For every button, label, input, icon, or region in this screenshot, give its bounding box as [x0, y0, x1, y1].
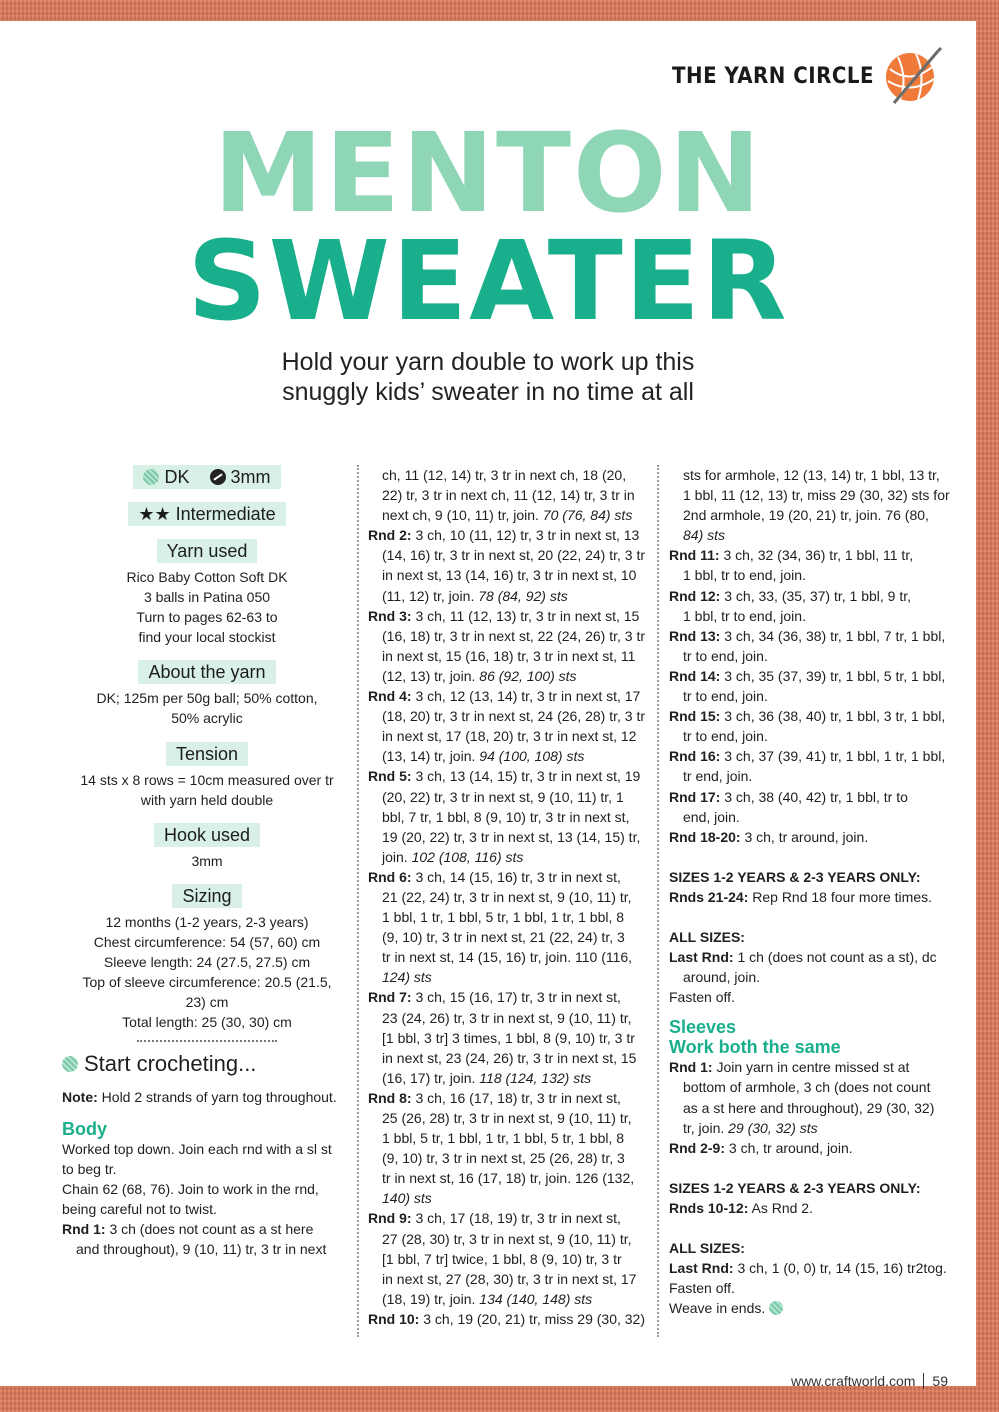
- stitch-count: 94 (100, 108) sts: [479, 748, 585, 765]
- yarn-ball-end-icon: [769, 1301, 783, 1315]
- round-instruction: Last Rnd: 3 ch, 1 (0, 0) tr, 14 (15, 16) tr2tog.: [669, 1260, 947, 1277]
- round-continuation: [1 bbl, 7 tr] twice, 1 bbl, 8 (9, 10) tr, 3 tr: [382, 1250, 622, 1267]
- round-continuation: (13, 14) tr, join. 94 (100, 108) sts: [382, 748, 585, 765]
- yarn-used-section: [62, 539, 352, 647]
- info-line: DK; 125m per 50g ball; 50% cotton,: [96, 690, 318, 707]
- round-continuation: 1 bbl, 11 (12, 13) tr, miss 29 (30, 32) sts for: [683, 487, 950, 504]
- stitch-count: 102 (108, 116) sts: [411, 848, 524, 865]
- round-continuation: ch, 11 (12, 14) tr, 3 tr in next ch, 18 (20,: [382, 467, 627, 483]
- round-instruction: Rnd 15: 3 ch, 36 (38, 40) tr, 1 bbl, 3 tr, 1 bbl,: [669, 708, 946, 725]
- pattern-column-3: [669, 465, 959, 1318]
- round-continuation: 19 (20, 22) tr, 3 tr in next st, 13 (14, 15) tr,: [382, 828, 641, 845]
- round-instruction: Rnd 12: 3 ch, 33, (35, 37) tr, 1 bbl, 9 tr,: [669, 587, 912, 604]
- section-heading: Sizing: [172, 884, 241, 908]
- body-heading: Body: [62, 1118, 107, 1139]
- round-continuation: 21 (22, 24) tr, 3 tr in next st, 9 (10, 11) tr,: [382, 888, 632, 905]
- round-continuation: 25 (26, 28) tr, 3 tr in next st, 9 (10, 11) tr,: [382, 1110, 632, 1126]
- size-heading: ALL SIZES:: [669, 1240, 745, 1256]
- round-instruction: Rnd 16: 3 ch, 37 (39, 41) tr, 1 bbl, 1 tr, 1 bbl,: [669, 748, 946, 765]
- round-continuation: around, join.: [683, 969, 761, 986]
- round-continuation: end, join.: [683, 808, 740, 825]
- round-continuation: join. 102 (108, 116) sts: [382, 848, 524, 865]
- brand-logo: [672, 45, 942, 107]
- dotted-divider: [137, 1040, 277, 1042]
- tension-section: [62, 742, 352, 810]
- stitch-count: 118 (124, 132) sts: [479, 1069, 592, 1086]
- round-continuation: in next st, 27 (28, 30) tr, 3 tr in next st, 17: [382, 1270, 637, 1287]
- round-continuation: in next st, 13 (14, 16) tr, 3 tr in next st, 10: [382, 567, 637, 584]
- round-continuation: 22) tr, 3 tr in next ch, 11 (12, 14) tr, 3 tr in: [382, 487, 635, 504]
- round-continuation: tr to end, join.: [683, 728, 768, 745]
- round-continuation: 1 bbl, 5 tr, 1 bbl, 1 tr, 1 bbl, 5 tr, 1 bbl, 8: [382, 1130, 625, 1147]
- size-heading: ALL SIZES:: [669, 928, 745, 945]
- column-divider: [657, 465, 659, 1337]
- stitch-count: 86 (92, 100) sts: [479, 667, 577, 684]
- info-line: 3 balls in Patina 050: [143, 589, 271, 606]
- weight-hook-tag: [62, 465, 352, 489]
- yarn-ball-with-hook-icon: [880, 45, 942, 107]
- info-line: Turn to pages 62-63 to: [136, 609, 278, 626]
- stitch-count: 140) sts: [382, 1190, 432, 1207]
- round-continuation: 23 (24, 26) tr, 3 tr in next st, 9 (10, 11) tr,: [382, 1009, 632, 1026]
- round-instruction: Rnd 1: Join yarn in centre missed st at: [669, 1059, 910, 1076]
- round-continuation: (9, 10) tr, 3 tr in next st, 21 (22, 24) tr, 3: [382, 929, 625, 946]
- body-line: being careful not to twist.: [62, 1200, 217, 1217]
- stitch-count: 124) sts: [382, 969, 432, 986]
- round-instruction: Rnd 2: 3 ch, 10 (11, 12) tr, 3 tr in next st, 13: [368, 527, 640, 544]
- round-continuation: (16, 17) tr, join. 118 (124, 132) sts: [382, 1069, 592, 1086]
- info-line: 3mm: [191, 852, 223, 869]
- fasten-off: Fasten off.: [669, 1280, 735, 1297]
- title-line-2: SWEATER: [187, 217, 789, 345]
- sleeves-heading: Sleeves: [669, 1017, 737, 1038]
- round-continuation: bbl, 7 tr, 1 bbl, 8 (9, 10) tr, 3 tr in next st,: [382, 808, 630, 825]
- round-continuation: [368, 967, 648, 987]
- info-line: 23) cm: [185, 994, 229, 1011]
- round-instruction: Rnd 6: 3 ch, 14 (15, 16) tr, 3 tr in next st,: [368, 868, 621, 885]
- round-instruction: Rnds 10-12: As Rnd 2.: [669, 1199, 813, 1216]
- round-continuation: (11, 12) tr, join. 78 (84, 92) sts: [382, 587, 568, 604]
- round-instruction: Rnd 11: 3 ch, 32 (34, 36) tr, 1 bbl, 11 tr,: [669, 547, 914, 564]
- round-continuation: [1 bbl, 3 tr] 3 times, 1 bbl, 8 (9, 10) tr, 3 tr: [382, 1029, 635, 1046]
- level-label: Intermediate: [175, 504, 276, 524]
- round-instruction: Rnd 10: 3 ch, 19 (20, 21) tr, miss 29 (30, 32): [368, 1310, 646, 1327]
- info-line: Sleeve length: 24 (27.5, 27.5) cm: [103, 954, 311, 971]
- round-continuation: and throughout), 9 (10, 11) tr, 3 tr in next: [76, 1241, 327, 1258]
- info-line: 12 months (1-2 years, 2-3 years): [105, 913, 309, 930]
- sizing-section: [62, 884, 352, 1033]
- yarn-weight: DK: [164, 467, 190, 487]
- round-instruction: Rnd 9: 3 ch, 17 (18, 19) tr, 3 tr in next st,: [368, 1210, 621, 1227]
- round-continuation: tr in next st, 16 (17, 18) tr, join. 126 (132,: [382, 1170, 635, 1187]
- pattern-column-2: [368, 465, 648, 1329]
- info-line: 14 sts x 8 rows = 10cm measured over tr: [80, 771, 334, 788]
- round-continuation: tr, join. 29 (30, 32) sts: [683, 1119, 818, 1136]
- info-line: find your local stockist: [138, 629, 276, 646]
- info-line: Top of sleeve circumference: 20.5 (21.5,: [82, 974, 332, 991]
- round-instruction: Rnd 3: 3 ch, 11 (12, 13) tr, 3 tr in next st, 15: [368, 607, 640, 624]
- round-continuation: (18, 20) tr, 3 tr in next st, 24 (26, 28) tr, 3 tr: [382, 708, 646, 725]
- size-heading: SIZES 1-2 YEARS & 2-3 YEARS ONLY:: [669, 868, 921, 885]
- stitch-count: 134 (140, 148) sts: [479, 1290, 593, 1307]
- round-continuation: in next st, 23 (24, 26) tr, 3 tr in next st, 15: [382, 1049, 637, 1066]
- page-number: 59: [932, 1373, 948, 1389]
- info-line: Total length: 25 (30, 30) cm: [122, 1014, 292, 1031]
- section-heading: About the yarn: [138, 660, 275, 684]
- round-continuation: 1 bbl, 1 tr, 1 bbl, 5 tr, 1 bbl, 1 tr, 1 bbl, 8: [382, 909, 625, 926]
- section-heading: Yarn used: [157, 539, 258, 563]
- round-instruction: Rnd 14: 3 ch, 35 (37, 39) tr, 1 bbl, 5 tr, 1 bbl,: [669, 667, 946, 684]
- standfirst-line-2: snuggly kids’ sweater in no time at all: [282, 378, 694, 406]
- round-instruction: Rnd 7: 3 ch, 15 (16, 17) tr, 3 tr in next st,: [368, 989, 621, 1006]
- round-continuation: in next st, 17 (18, 20) tr, 3 tr in next st, 12: [382, 728, 637, 745]
- about-yarn-section: [62, 660, 352, 728]
- round-continuation: [368, 1188, 648, 1208]
- note: Note: Hold 2 strands of yarn tog throughout.: [62, 1088, 337, 1105]
- round-continuation: (9, 10) tr, 3 tr in next st, 25 (26, 28) tr, 3: [382, 1150, 625, 1167]
- round-continuation: (18, 19) tr, join. 134 (140, 148) sts: [382, 1290, 593, 1307]
- sidebar-column: [62, 465, 352, 1259]
- page-footer: [791, 1373, 948, 1389]
- body-line: to beg tr.: [62, 1160, 117, 1177]
- round-continuation: (20, 22) tr, 3 tr in next st, 9 (10, 11) tr, 1: [382, 788, 624, 805]
- round-instruction: Rnd 17: 3 ch, 38 (40, 42) tr, 1 bbl, tr to: [669, 788, 908, 805]
- round-continuation: (12, 13) tr, join. 86 (92, 100) sts: [382, 667, 577, 684]
- info-line: Rico Baby Cotton Soft DK: [126, 569, 288, 585]
- yarn-weight-icon: [143, 469, 159, 485]
- hook-used-section: [62, 823, 352, 871]
- start-crocheting-heading: Start crocheting...: [62, 1054, 352, 1074]
- info-line: with yarn held double: [140, 791, 274, 808]
- round-instruction: Rnd 2-9: 3 ch, tr around, join.: [669, 1139, 853, 1156]
- round-continuation: 27 (28, 30) tr, 3 tr in next st, 9 (10, 11) tr,: [382, 1230, 632, 1247]
- standfirst: [0, 347, 976, 407]
- round-continuation: bottom of armhole, 3 ch (does not count: [683, 1079, 931, 1096]
- column-divider: [357, 465, 359, 1337]
- stitch-count: 78 (84, 92) sts: [478, 587, 568, 604]
- round-instruction: Rnd 1: 3 ch (does not count as a st here: [62, 1220, 314, 1237]
- body-line: Chain 62 (68, 76). Join to work in the rnd,: [62, 1180, 319, 1197]
- round-continuation: as a st here and throughout), 29 (30, 32): [683, 1099, 935, 1116]
- info-line: 50% acrylic: [171, 710, 243, 727]
- title-line-1: MENTON: [213, 109, 763, 237]
- round-continuation: (16, 18) tr, 3 tr in next st, 22 (24, 26) tr, 3 tr: [382, 627, 646, 644]
- round-continuation: tr to end, join.: [683, 647, 768, 664]
- round-continuation: tr to end, join.: [683, 688, 768, 705]
- section-heading: Hook used: [154, 823, 260, 847]
- size-heading: SIZES 1-2 YEARS & 2-3 YEARS ONLY:: [669, 1179, 921, 1196]
- round-instruction: Rnd 13: 3 ch, 34 (36, 38) tr, 1 bbl, 7 tr, 1 bbl,: [669, 627, 946, 644]
- magazine-page: [0, 21, 976, 1389]
- body-line: Worked top down. Join each rnd with a sl st: [62, 1140, 332, 1157]
- round-continuation: (14, 16) tr, 3 tr in next st, 20 (22, 24) tr, 3 tr: [382, 547, 646, 564]
- info-line: Chest circumference: 54 (57, 60) cm: [93, 933, 321, 950]
- hook-size: 3mm: [230, 467, 271, 487]
- round-continuation: 1 bbl, tr to end, join.: [683, 607, 806, 624]
- round-continuation: 1 bbl, tr to end, join.: [683, 567, 806, 584]
- stitch-count: 70 (76, 84) sts: [542, 507, 633, 524]
- weave-in: Weave in ends.: [669, 1298, 959, 1318]
- hook-icon: [210, 469, 226, 485]
- brand-name: THE YARN CIRCLE: [672, 63, 874, 89]
- sleeves-subheading: Work both the same: [669, 1037, 841, 1058]
- rounds-list: [669, 545, 959, 846]
- round-instruction: Rnd 4: 3 ch, 12 (13, 14) tr, 3 tr in next st, 17: [368, 688, 641, 705]
- footer-url[interactable]: www.craftworld.com: [790, 1373, 916, 1389]
- round-instruction: Last Rnd: 1 ch (does not count as a st), dc: [669, 949, 937, 966]
- star-icon: ★★: [138, 504, 171, 524]
- round-continuation: in next st, 15 (16, 18) tr, 3 tr in next st, 11: [382, 647, 636, 664]
- round-continuation: tr end, join.: [683, 768, 753, 785]
- fasten-off: Fasten off.: [669, 989, 735, 1006]
- round-continuation: sts for armhole, 12 (13, 14) tr, 1 bbl, 13 tr,: [683, 467, 940, 483]
- round-continuation: tr in next st, 14 (15, 16) tr, join. 110 (116,: [382, 949, 633, 966]
- yarn-ball-icon: [62, 1056, 78, 1072]
- round-instruction: Rnd 5: 3 ch, 13 (14, 15) tr, 3 tr in next st, 19: [368, 768, 641, 785]
- round-continuation: 2nd armhole, 19 (20, 21) tr, join. 76 (80,: [683, 507, 929, 524]
- round-instruction: Rnd 18-20: 3 ch, tr around, join.: [669, 828, 869, 845]
- round-instruction: Rnd 8: 3 ch, 16 (17, 18) tr, 3 tr in next st,: [368, 1089, 621, 1106]
- round-continuation: next ch, 9 (10, 11) tr, join. 70 (76, 84) sts: [382, 507, 633, 524]
- stitch-count: 84) sts: [683, 527, 726, 544]
- level-tag: [62, 502, 352, 526]
- section-heading: Tension: [166, 742, 248, 766]
- standfirst-line-1: Hold your yarn double to work up this: [281, 348, 695, 376]
- round-instruction: Rnds 21-24: Rep Rnd 18 four more times.: [669, 888, 932, 905]
